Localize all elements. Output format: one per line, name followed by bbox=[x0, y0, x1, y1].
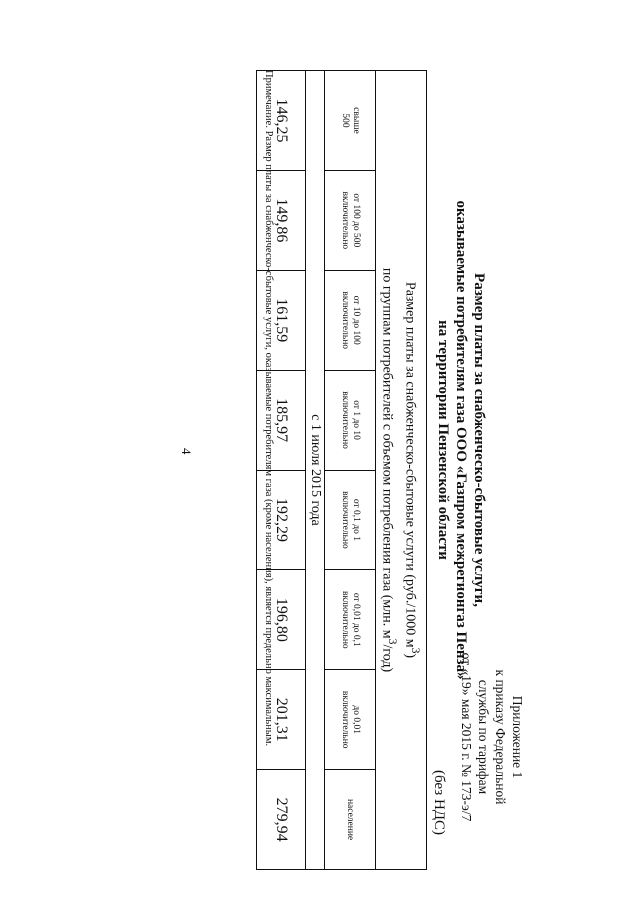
appendix-line-1: Приложение 1 bbox=[510, 695, 525, 779]
column-header: от 10 до 100 включительно bbox=[325, 270, 376, 370]
column-header: свыше 500 bbox=[325, 71, 376, 171]
value-cell: 161,59 bbox=[257, 270, 306, 370]
title-line-2: оказываемые потребителям газа ООО «Газпром межрегионгаз Пенза» bbox=[453, 200, 469, 680]
caption-line-1: Размер платы за снабженческо-сбытовые услуги (руб./1000 $м^3$) bbox=[402, 281, 422, 659]
period-row bbox=[306, 71, 325, 870]
column-header: от 100 до 500 включительно bbox=[325, 170, 376, 270]
column-header: от 0,01 до 0,1 включительно bbox=[325, 570, 376, 670]
value-cell: 146,25 bbox=[257, 71, 306, 171]
document-title bbox=[434, 170, 488, 710]
table-caption bbox=[376, 71, 427, 870]
value-cell: 201,31 bbox=[257, 670, 306, 770]
table-caption-row bbox=[376, 71, 427, 870]
value-cell: 196,80 bbox=[257, 570, 306, 670]
page-number: 4 bbox=[179, 448, 194, 455]
title-line-3: на территории Пензенской области bbox=[435, 320, 451, 560]
column-header: население bbox=[325, 770, 376, 870]
footnote: Примечание. Размер платы за снабженческо-сбытовые услуги, оказываемые потребителям газа (кроме населения), является предельно максимальным. bbox=[263, 70, 274, 747]
caption-line-2: по группам потребителей с объемом потребления газа (млн. $м^3/год$) bbox=[379, 267, 399, 673]
fee-table bbox=[256, 70, 427, 870]
appendix-line-3: службы по тарифам bbox=[476, 679, 491, 795]
appendix-line-2: к приказу Федеральной bbox=[493, 669, 508, 805]
title-line-1: Размер платы за снабженческо-сбытовые услуги, bbox=[471, 273, 487, 607]
column-header-row bbox=[325, 71, 376, 870]
vat-note: (без НДС) bbox=[431, 770, 447, 836]
column-header: от 1 до 10 включительно bbox=[325, 370, 376, 470]
appendix-line-4: от «19» мая 2015 г. № 173-э/7 bbox=[459, 652, 474, 822]
value-cell: 279,94 bbox=[257, 770, 306, 870]
column-header: от 0,1 до 1 включительно bbox=[325, 470, 376, 570]
value-cell: 192,29 bbox=[257, 470, 306, 570]
value-cell: 185,97 bbox=[257, 370, 306, 470]
period-label: с 1 июля 2015 года bbox=[306, 71, 325, 870]
column-header: до 0,01 включительно bbox=[325, 670, 376, 770]
value-cell: 149,86 bbox=[257, 170, 306, 270]
